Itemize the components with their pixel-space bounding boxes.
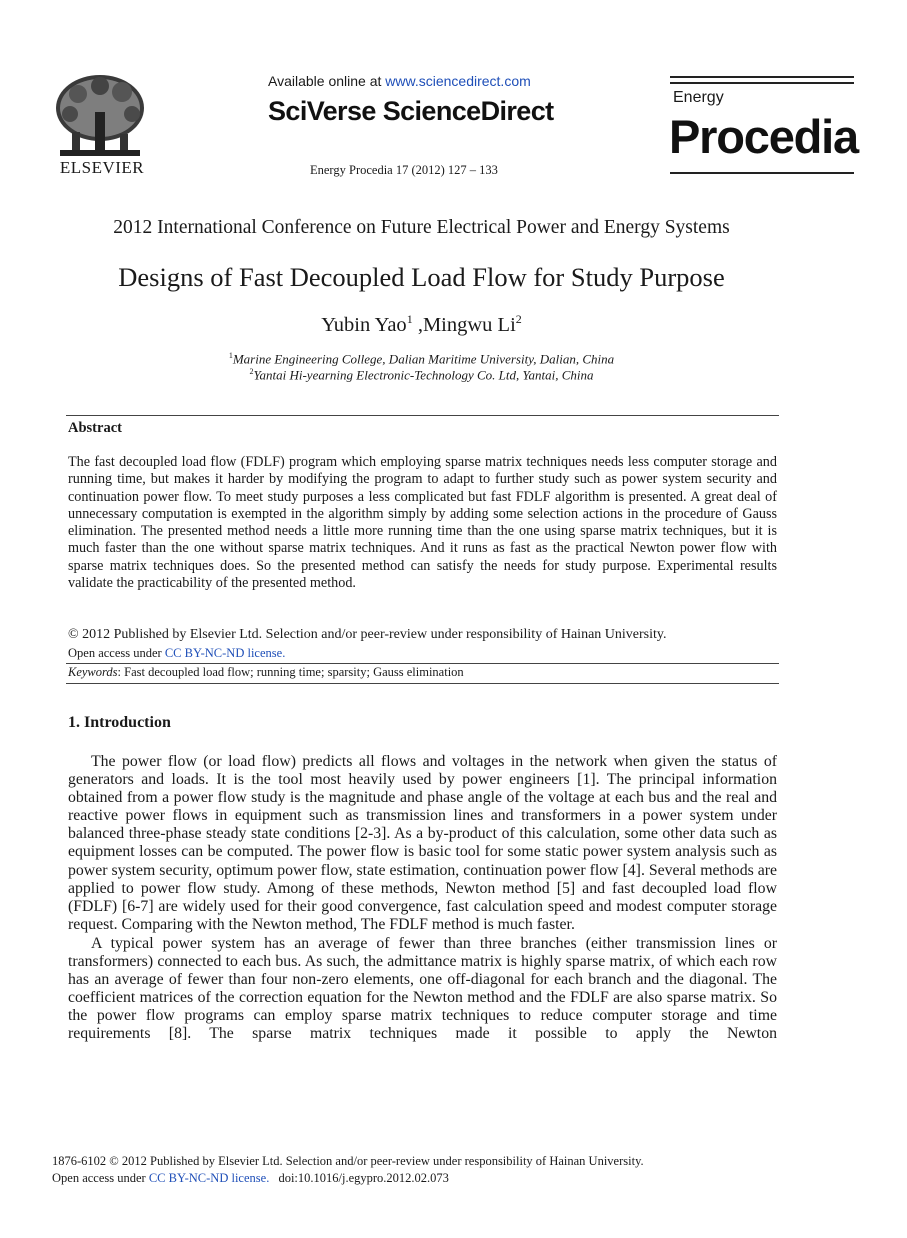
footer-open-access-prefix: Open access under <box>52 1171 149 1185</box>
platform-logo: SciVerse ScienceDirect <box>268 96 554 126</box>
footer-copyright: 1876-6102 © 2012 Published by Elsevier Ltd. Selection and/or peer-review under responsibility of Hainan University. <box>52 1154 644 1168</box>
affiliation-text: Yantai Hi-yearning Electronic-Technology Co. Ltd, Yantai, China <box>253 367 594 383</box>
affiliation-text: Marine Engineering College, Dalian Maritime University, Dalian, China <box>232 351 615 367</box>
author-sup: 2 <box>515 312 522 326</box>
available-online <box>268 73 531 89</box>
journal-name-line2: Procedia <box>669 110 858 163</box>
elsevier-tree-icon <box>50 72 150 160</box>
intro-paragraph-1: The power flow (or load flow) predicts all flows and voltages in the network when given the status of generators and loads. It is the tool most heavily used by power engineers [1]. The principal information obtained from a power flow study is the magnitude and phase angle of the voltage at each bus and the real and reactive power flows in equipment such as transmission lines and transformers in a power system under balanced three-phase steady state conditions [2-3]. As a by-product of this calculation, some other data such as equipment losses can be computed. The power flow is basic tool for some static power system analysis such as power system security, optimum power flow, state estimation, continuation power flow [4]. Several methods are applied to power flow study. Among of these methods, Newton method [5] and fast decoupled load flow (FDLF) [6-7] are widely used for their good convergence, fast calculation speed and modest computer storage request. Comparing with the Newton method, The FDLF method is much faster. <box>68 753 777 933</box>
affiliation <box>0 351 843 367</box>
journal-rule-bottom <box>670 172 854 174</box>
abstract-text: The fast decoupled load flow (FDLF) program which employing sparse matrix techniques needs less computer storage and running time, but makes it harder by modifying the program to adapt to further study such as power system security and continuation power flow. To meet study purposes a less complicated but fast FDLF algorithm is presented. A great deal of unnecessary computation is exempted in the algorithm simply by adding some selection actions in the procedure of Gauss elimination. The presented method needs a little more running time than the one using sparse matrix techniques, but it is much faster than the one without sparse matrix techniques. And it runs as fast as the practical Newton power flow with sparse matrix techniques does. So the presented method can satisfy the needs for study purpose. Experimental results validate the practicability of the presented method. <box>68 454 777 592</box>
conference-name: 2012 International Conference on Future Electrical Power and Energy Systems <box>113 217 730 238</box>
open-access-notice <box>68 646 285 661</box>
journal-rule-top-2 <box>670 82 854 84</box>
keywords-text: : Fast decoupled load flow; running time; sparsity; Gauss elimination <box>117 665 464 679</box>
author-sup: 1 <box>406 312 413 326</box>
sciencedirect-link[interactable]: www.sciencedirect.com <box>385 73 531 89</box>
section-heading: 1. Introduction <box>68 714 171 731</box>
keywords <box>68 665 464 680</box>
keywords-label: Keywords <box>68 665 118 679</box>
footer-license-link[interactable]: CC BY-NC-ND license. <box>148 1171 270 1185</box>
keywords-rule-top <box>66 663 779 664</box>
journal-rule-top-1 <box>670 76 854 78</box>
open-access-prefix: Open access under <box>68 646 165 660</box>
publisher-name: ELSEVIER <box>59 158 145 177</box>
footer-doi: doi:10.1016/j.egypro.2012.02.073 <box>278 1171 449 1185</box>
journal-name-line1: Energy <box>673 89 724 106</box>
affiliation-sup: 1 <box>228 351 233 360</box>
license-link[interactable]: CC BY-NC-ND license. <box>164 646 286 660</box>
abstract-heading: Abstract <box>68 420 122 436</box>
intro-paragraph-2: A typical power system has an average of fewer than three branches (either transmission lines or transformers) connected to each bus. As such, the admittance matrix is highly sparse matrix, of which each row has an average of fewer than four non-zero elements, one off-diagonal for each branch and the diagonal. The coefficient matrices of the correction equation for the Newton method and the FDLF are also sparse matrix. So the power flow programs can employ sparse matrix techniques to reduce computer storage and time requirements [8]. The sparse matrix techniques made it possible to apply the Newton <box>68 935 777 1043</box>
copyright-notice: © 2012 Published by Elsevier Ltd. Selection and/or peer-review under responsibility of Hainan University. <box>68 627 667 642</box>
affiliation <box>0 367 843 383</box>
available-prefix: Available online at <box>268 73 386 89</box>
keywords-rule-bottom <box>66 683 779 684</box>
author-name: ,Mingwu Li <box>417 313 516 336</box>
author-name: Yubin Yao <box>321 313 407 336</box>
footer-access <box>52 1171 449 1186</box>
abstract-rule-top <box>66 415 779 416</box>
author-list <box>0 312 843 337</box>
paper-title: Designs of Fast Decoupled Load Flow for Study Purpose <box>118 262 725 292</box>
journal-reference: Energy Procedia 17 (2012) 127 – 133 <box>310 163 498 177</box>
affiliation-sup: 2 <box>249 367 254 376</box>
